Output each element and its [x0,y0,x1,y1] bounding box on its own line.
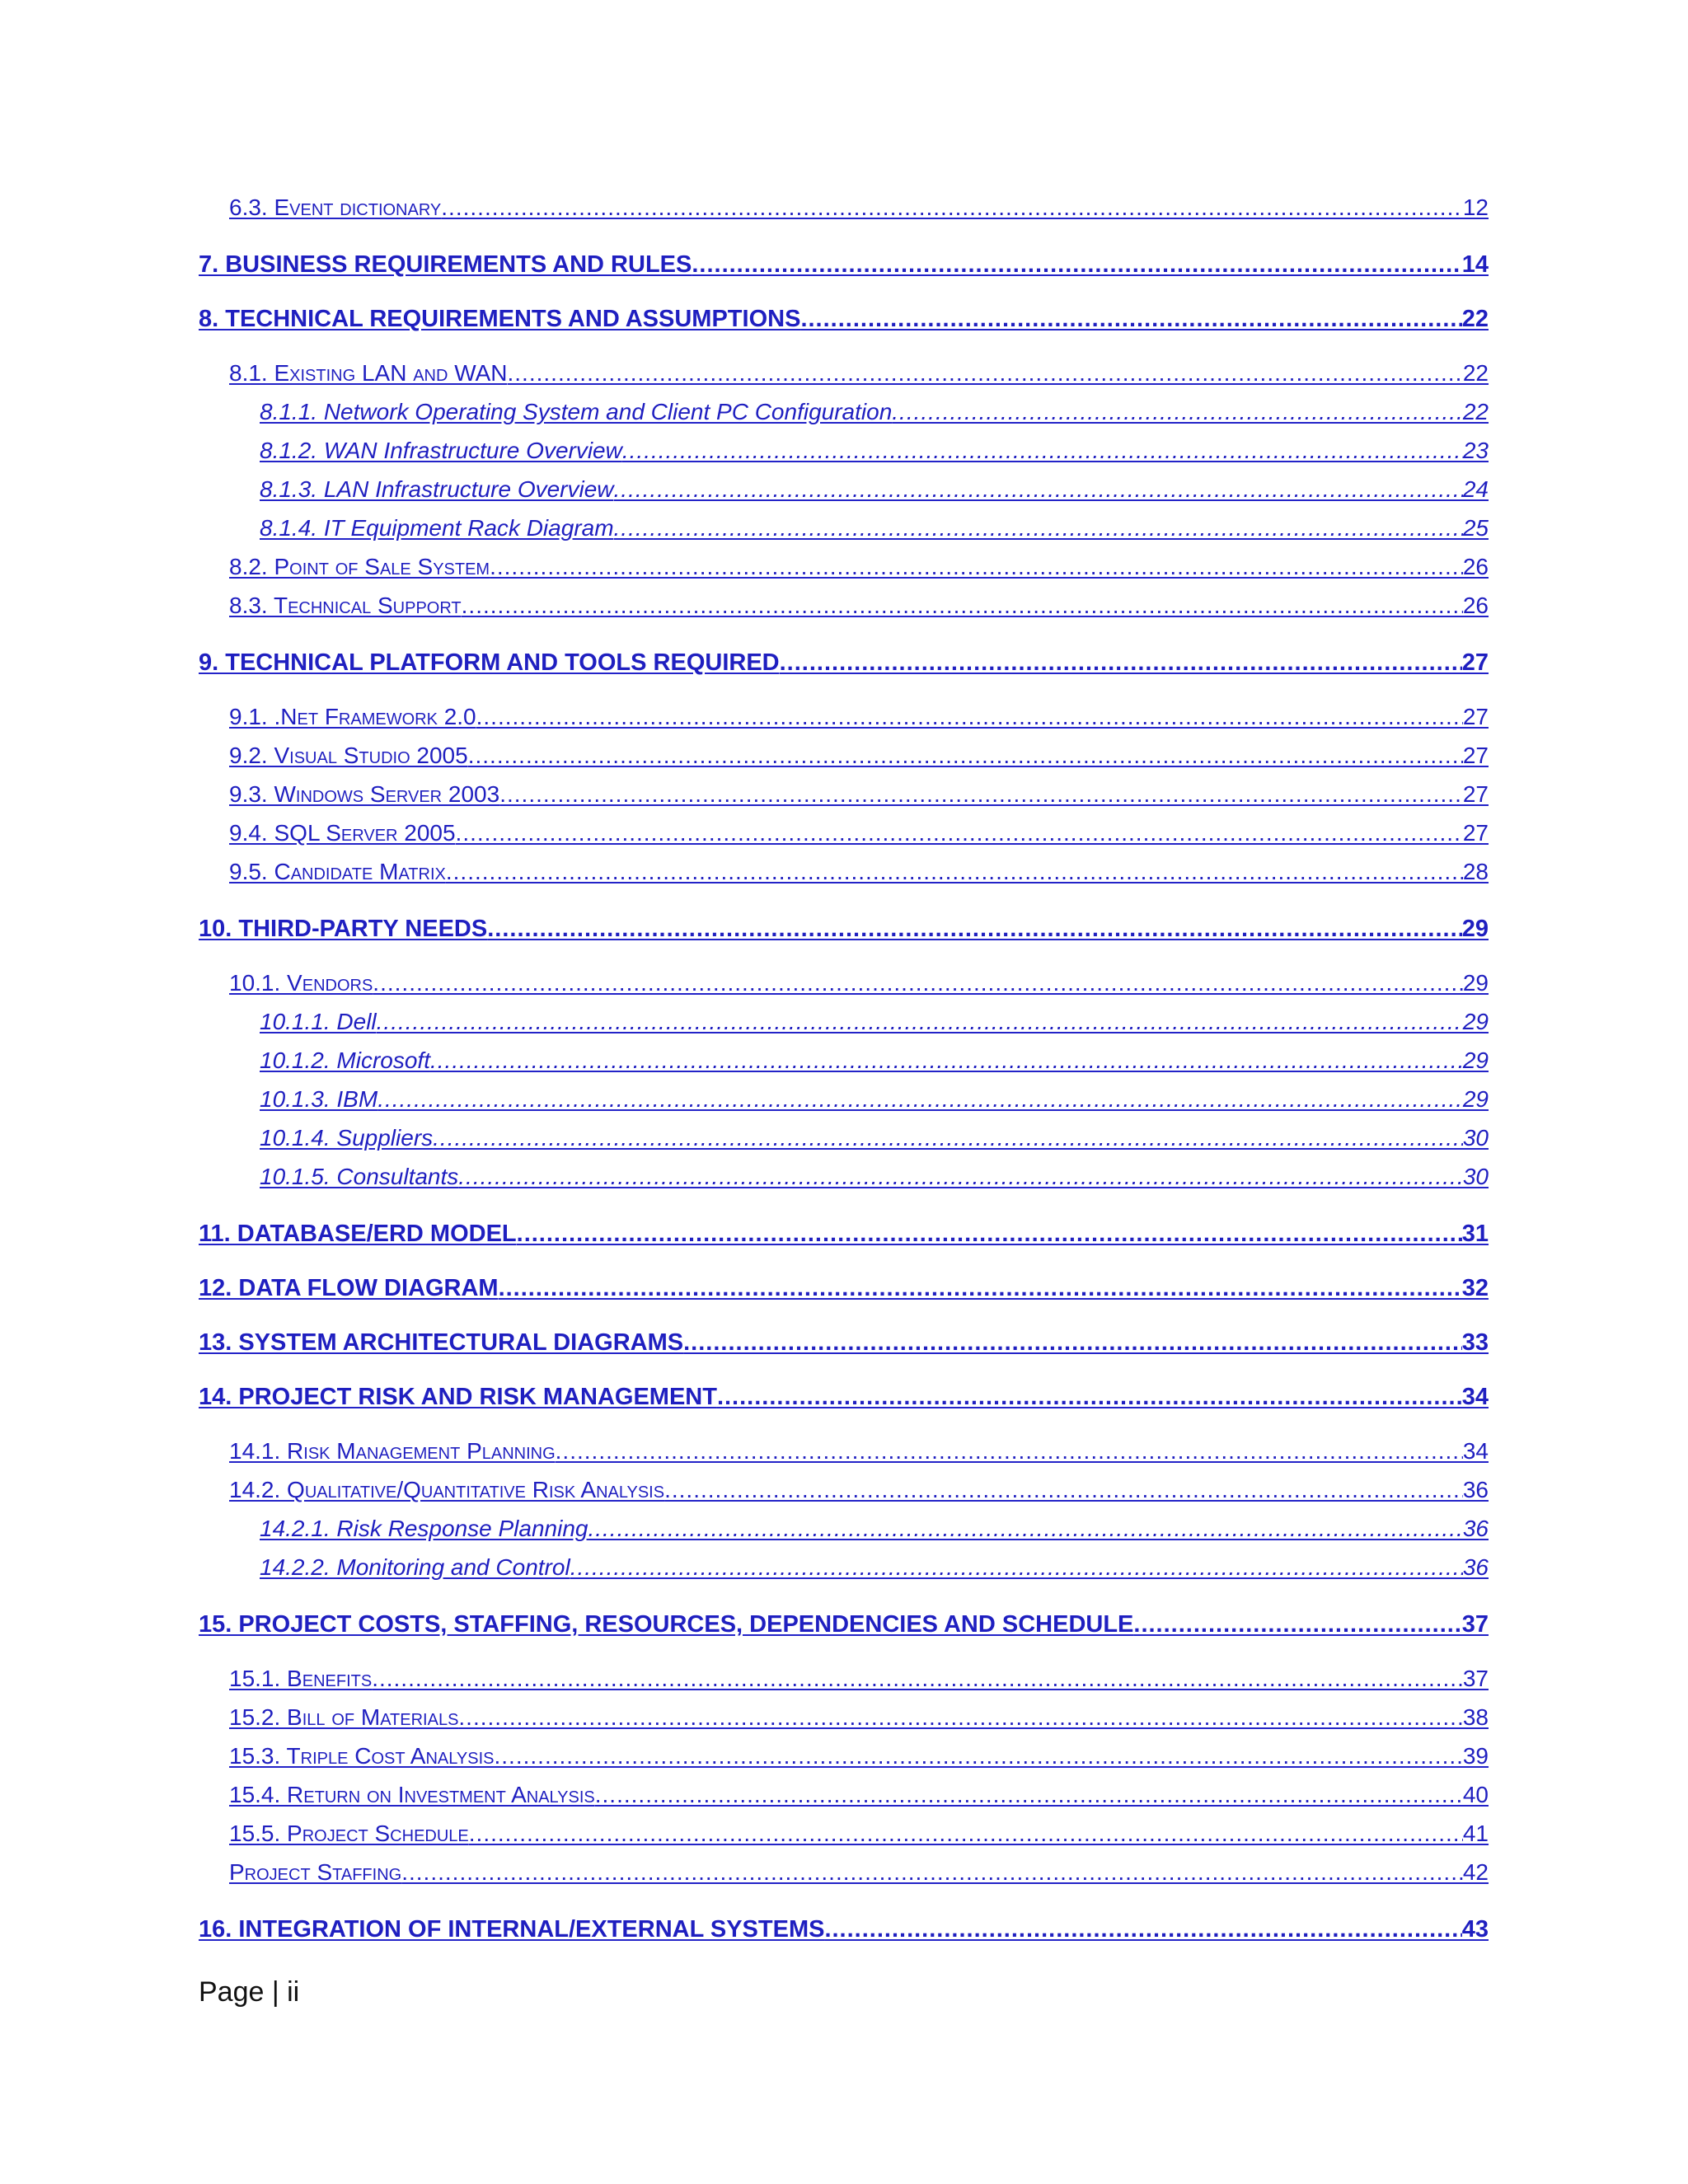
toc-dot-leader [373,970,1463,996]
toc-entry-10[interactable] [199,916,1489,952]
toc-dot-leader [441,194,1463,221]
toc-page-number: 30 [1462,1164,1489,1189]
toc-entry-label: 6.3. Event dictionary [229,194,442,220]
table-of-contents [199,194,1489,1971]
toc-dot-leader [800,306,1461,333]
toc-page-number: 24 [1462,476,1489,502]
toc-entry-9-4[interactable] [199,820,1489,859]
toc-entry-label: 16. INTEGRATION OF INTERNAL/EXTERNAL SYSTEMS [199,1916,825,1943]
toc-entry-8-1[interactable] [199,360,1489,399]
toc-dot-leader [1133,1611,1461,1638]
toc-entry-8-3[interactable] [199,593,1489,631]
toc-dot-leader [462,593,1463,619]
toc-page-number: 12 [1462,194,1489,220]
toc-dot-leader [458,1704,1462,1731]
toc-page-number: 36 [1462,1554,1489,1580]
toc-entry-label: 15.3. Triple Cost Analysis [229,1743,495,1769]
toc-entry-14-2[interactable] [199,1477,1489,1516]
toc-entry-9-5[interactable] [199,859,1489,898]
toc-dot-leader [487,916,1462,943]
toc-entry-8-1-4[interactable] [199,515,1489,554]
toc-entry-label: 14. PROJECT RISK AND RISK MANAGEMENT [199,1384,717,1410]
toc-entry-10-1-1[interactable] [199,1009,1489,1047]
toc-dot-leader [494,1743,1462,1769]
toc-page-number: 23 [1462,438,1489,463]
toc-entry-label: 15. PROJECT COSTS, STAFFING, RESOURCES, DEPENDENCIES AND SCHEDULE [199,1611,1134,1638]
toc-dot-leader [401,1859,1463,1886]
toc-page-number: 28 [1462,859,1489,884]
toc-page-number: 27 [1462,820,1489,846]
toc-entry-7[interactable] [199,251,1489,288]
toc-entry-9-2[interactable] [199,743,1489,781]
toc-entry-15-5[interactable] [199,1821,1489,1859]
toc-entry-14-2-1[interactable] [199,1516,1489,1554]
toc-page-number: 37 [1461,1611,1489,1638]
toc-dot-leader [614,515,1463,541]
toc-page-number: 43 [1461,1916,1489,1943]
toc-dot-leader [595,1782,1463,1808]
toc-entry-12[interactable] [199,1275,1489,1311]
toc-page-number: 32 [1461,1275,1489,1301]
toc-entry-project-staffing[interactable] [199,1859,1489,1898]
toc-page-number: 36 [1462,1477,1489,1502]
toc-page-number: 26 [1462,554,1489,579]
toc-page-number: 29 [1462,1009,1489,1034]
toc-dot-leader [377,1086,1463,1113]
toc-entry-label: Project Staffing [229,1859,402,1885]
toc-page-number: 29 [1461,916,1489,942]
toc-entry-10-1[interactable] [199,970,1489,1009]
toc-entry-8-2[interactable] [199,554,1489,593]
toc-entry-10-1-3[interactable] [199,1086,1489,1125]
toc-entry-11[interactable] [199,1221,1489,1257]
toc-dot-leader [490,554,1463,580]
toc-entry-8-1-3[interactable] [199,476,1489,515]
toc-entry-6-3[interactable] [199,194,1489,233]
toc-entry-9[interactable] [199,649,1489,686]
toc-entry-label: 15.2. Bill of Materials [229,1704,459,1730]
toc-page-number: 14 [1461,251,1489,278]
toc-entry-10-1-4[interactable] [199,1125,1489,1164]
toc-dot-leader [446,859,1463,885]
toc-page-number: 27 [1461,649,1489,676]
toc-page-number: 30 [1462,1125,1489,1151]
toc-entry-label: 10.1.2. Microsoft [260,1047,430,1073]
toc-page-number: 26 [1462,593,1489,618]
toc-dot-leader [664,1477,1463,1503]
toc-page-number: 27 [1462,704,1489,729]
toc-entry-label: 8.3. Technical Support [229,593,462,618]
toc-page-number: 29 [1462,1086,1489,1112]
toc-dot-leader [780,649,1462,677]
toc-entry-label: 14.2. Qualitative/Quantitative Risk Analysis [229,1477,665,1502]
toc-dot-leader [499,781,1463,808]
toc-entry-15-1[interactable] [199,1666,1489,1704]
toc-entry-label: 8.1.3. LAN Infrastructure Overview [260,476,614,502]
toc-dot-leader [824,1916,1461,1943]
toc-entry-15[interactable] [199,1611,1489,1647]
toc-page-number: 42 [1462,1859,1489,1885]
toc-page-number: 22 [1461,306,1489,332]
toc-entry-label: 14.1. Risk Management Planning [229,1438,556,1464]
toc-dot-leader [372,1666,1463,1692]
toc-dot-leader [556,1438,1463,1465]
toc-entry-label: 8.1.4. IT Equipment Rack Diagram [260,515,614,541]
toc-entry-label: 9.3. Windows Server 2003 [229,781,500,807]
toc-page-number: 27 [1462,743,1489,768]
toc-page-number: 25 [1462,515,1489,541]
toc-page-number: 34 [1461,1384,1489,1410]
toc-dot-leader [692,251,1461,279]
toc-dot-leader [517,1221,1462,1248]
toc-page-number: 34 [1462,1438,1489,1464]
toc-page-number: 37 [1462,1666,1489,1691]
toc-entry-13[interactable] [199,1329,1489,1366]
toc-entry-label: 10.1. Vendors [229,970,373,996]
toc-page-number: 22 [1462,399,1489,424]
toc-entry-10-1-2[interactable] [199,1047,1489,1086]
toc-page-number: 29 [1462,1047,1489,1073]
toc-dot-leader [717,1384,1462,1411]
toc-entry-8-1-2[interactable] [199,438,1489,476]
toc-entry-label: 9.5. Candidate Matrix [229,859,446,884]
toc-entry-14-1[interactable] [199,1438,1489,1477]
toc-dot-leader [499,1275,1462,1302]
toc-entry-label: 10.1.3. IBM [260,1086,378,1112]
toc-dot-leader [456,820,1463,846]
toc-dot-leader [469,1821,1463,1847]
toc-entry-label: 14.2.2. Monitoring and Control [260,1554,570,1580]
toc-entry-label: 11. DATABASE/ERD MODEL [199,1221,517,1247]
toc-entry-label: 9. TECHNICAL PLATFORM AND TOOLS REQUIRED [199,649,780,676]
toc-entry-label: 10. THIRD-PARTY NEEDS [199,916,488,942]
toc-dot-leader [433,1125,1463,1151]
toc-entry-9-3[interactable] [199,781,1489,820]
toc-page-number: 31 [1461,1221,1489,1247]
toc-entry-14-2-2[interactable] [199,1554,1489,1593]
toc-entry-label: 10.1.5. Consultants [260,1164,459,1189]
toc-entry-label: 7. BUSINESS REQUIREMENTS AND RULES [199,251,692,278]
toc-dot-leader [588,1516,1462,1542]
toc-page-number: 33 [1461,1329,1489,1356]
toc-page-number: 40 [1462,1782,1489,1807]
toc-entry-label: 14.2.1. Risk Response Planning [260,1516,588,1541]
toc-entry-label: 8.1.2. WAN Infrastructure Overview [260,438,622,463]
toc-entry-label: 9.2. Visual Studio 2005 [229,743,468,768]
toc-page-number: 41 [1462,1821,1489,1846]
toc-dot-leader [508,360,1463,387]
toc-entry-label: 13. SYSTEM ARCHITECTURAL DIAGRAMS [199,1329,684,1356]
toc-dot-leader [476,704,1463,730]
toc-page-number: 38 [1462,1704,1489,1730]
toc-entry-14[interactable] [199,1384,1489,1420]
toc-entry-label: 12. DATA FLOW DIAGRAM [199,1275,499,1301]
toc-entry-label: 15.4. Return on Investment Analysis [229,1782,595,1807]
toc-dot-leader [614,476,1463,503]
toc-entry-16[interactable] [199,1916,1489,1952]
toc-entry-15-3[interactable] [199,1743,1489,1782]
toc-entry-label: 8.1.1. Network Operating System and Client PC Configuration [260,399,893,424]
toc-entry-9-1[interactable] [199,704,1489,743]
toc-dot-leader [683,1329,1462,1357]
toc-entry-label: 10.1.4. Suppliers [260,1125,434,1151]
toc-page-number: 22 [1462,360,1489,386]
page-footer: Page | ii [199,1976,300,2008]
toc-entry-label: 8.2. Point of Sale System [229,554,490,579]
toc-page-number: 36 [1462,1516,1489,1541]
toc-entry-label: 15.5. Project Schedule [229,1821,469,1846]
toc-page-number: 27 [1462,781,1489,807]
toc-entry-8-1-1[interactable] [199,399,1489,438]
toc-entry-label: 9.4. SQL Server 2005 [229,820,456,846]
toc-entry-10-1-5[interactable] [199,1164,1489,1202]
toc-dot-leader [570,1554,1463,1581]
toc-entry-label: 10.1.1. Dell [260,1009,377,1034]
toc-dot-leader [892,399,1463,425]
toc-entry-15-2[interactable] [199,1704,1489,1743]
toc-entry-label: 9.1. .Net Framework 2.0 [229,704,476,729]
toc-dot-leader [468,743,1463,769]
toc-entry-label: 8. TECHNICAL REQUIREMENTS AND ASSUMPTIONS [199,306,801,332]
toc-dot-leader [430,1047,1463,1074]
toc-dot-leader [458,1164,1463,1190]
toc-page-number: 29 [1462,970,1489,996]
toc-entry-15-4[interactable] [199,1782,1489,1821]
toc-entry-8[interactable] [199,306,1489,342]
toc-dot-leader [622,438,1463,464]
toc-page-number: 39 [1462,1743,1489,1769]
toc-entry-label: 15.1. Benefits [229,1666,373,1691]
toc-entry-label: 8.1. Existing LAN and WAN [229,360,508,386]
toc-dot-leader [377,1009,1463,1035]
